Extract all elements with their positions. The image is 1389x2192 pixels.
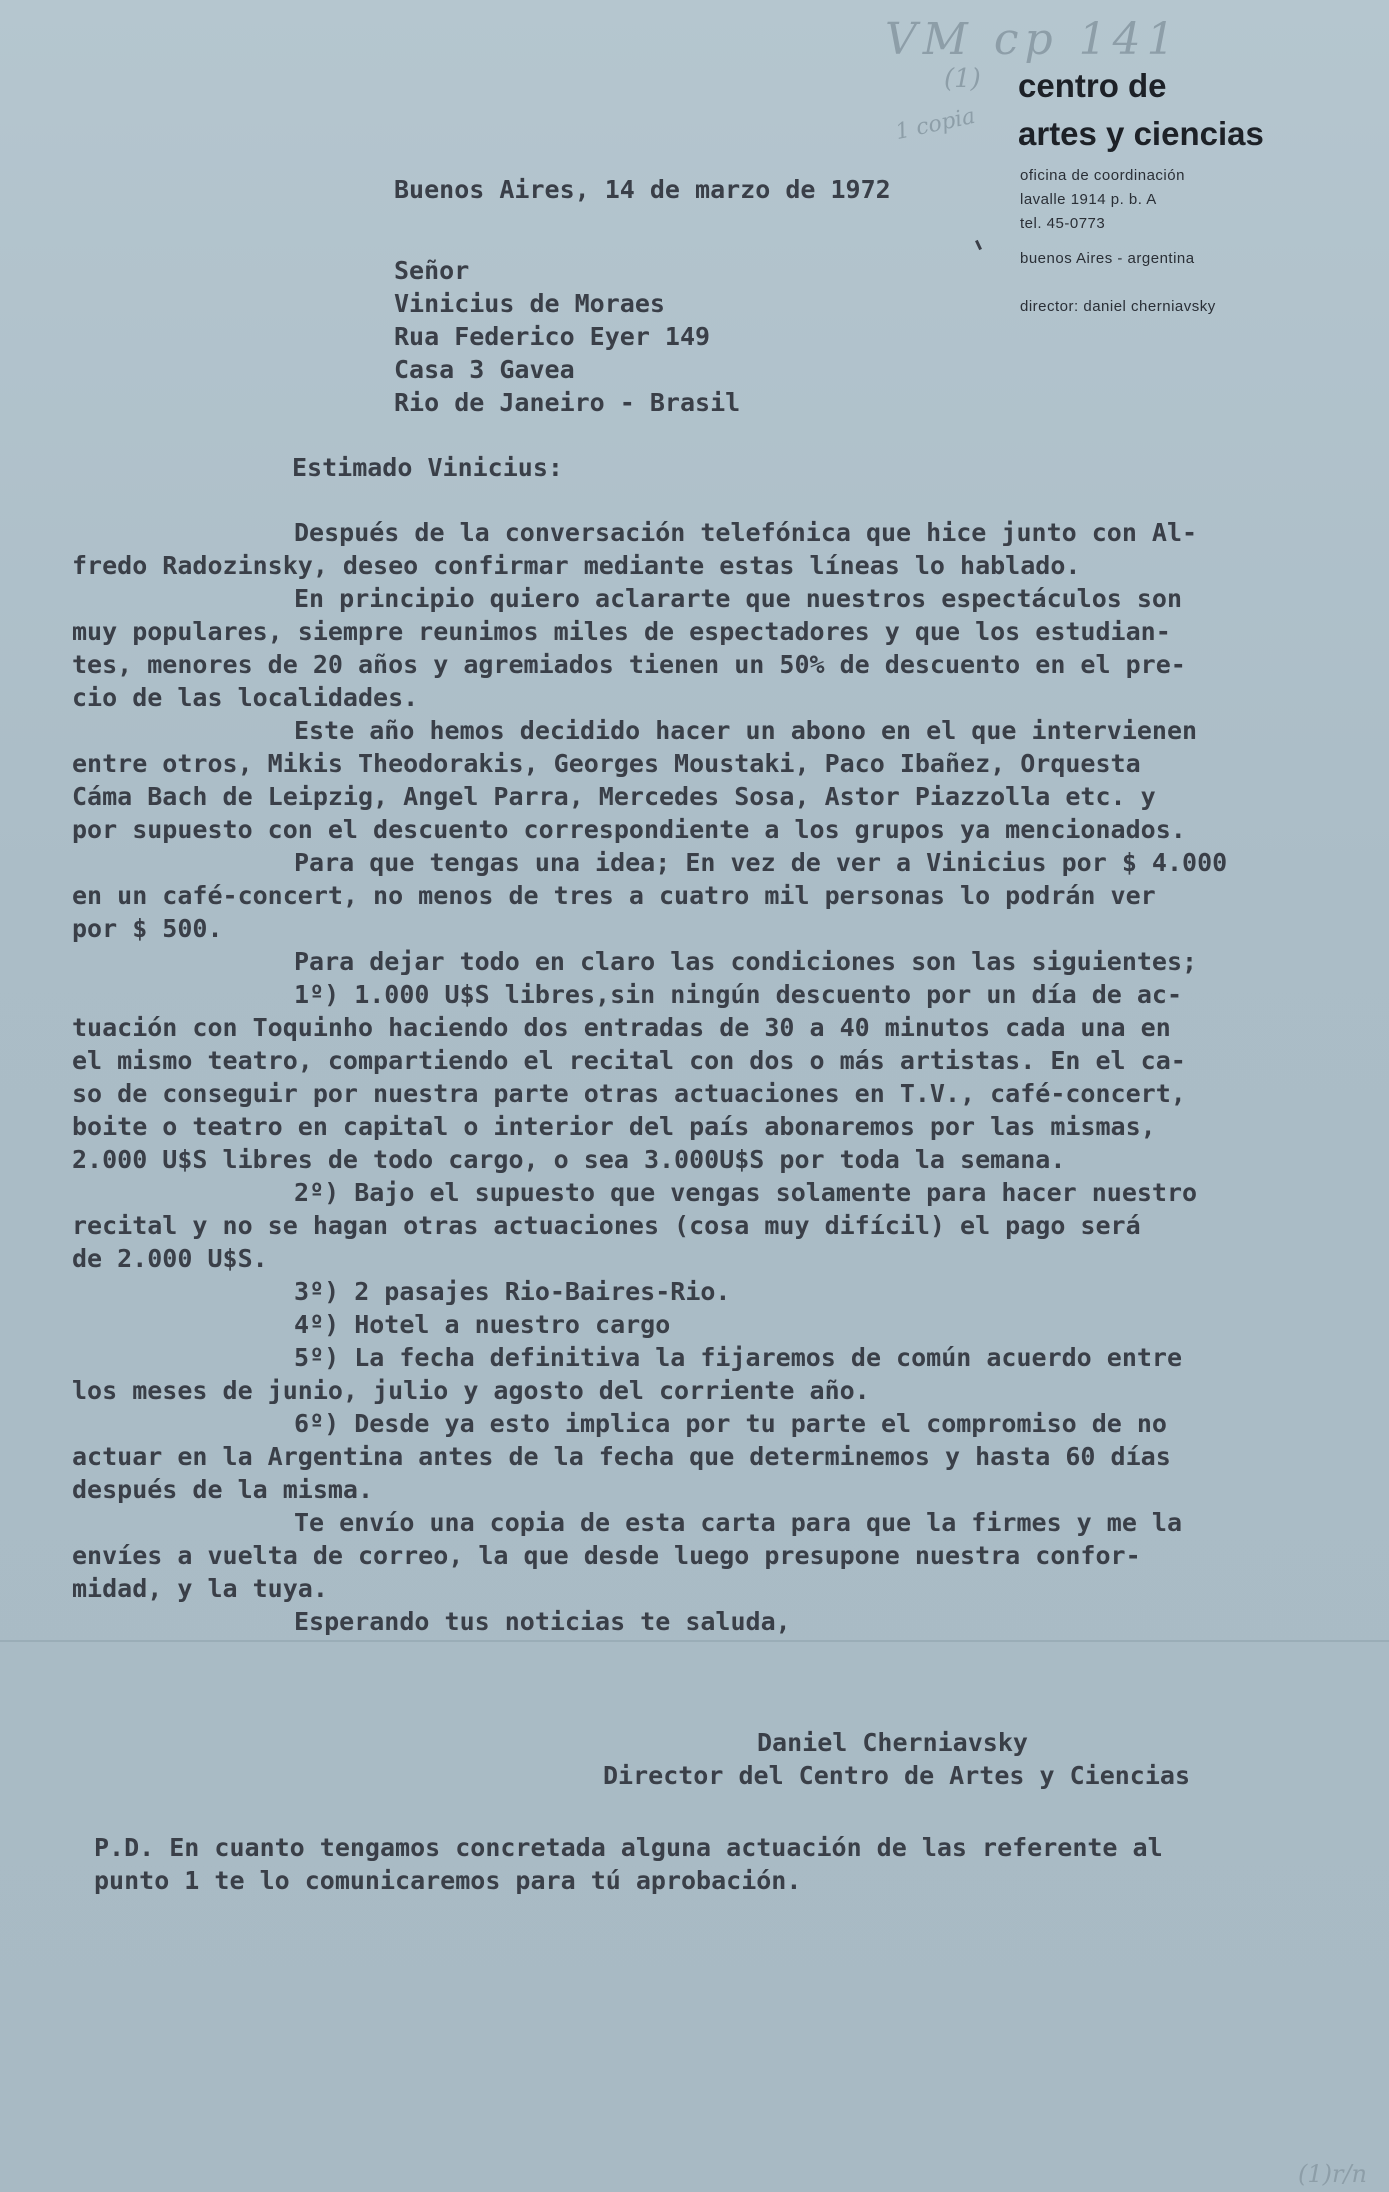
recipient-line: Rio de Janeiro - Brasil (394, 388, 741, 417)
date-line: Buenos Aires, 14 de marzo de 1972 (394, 175, 891, 204)
body-line: midad, y la tuya. (72, 1574, 328, 1603)
body-line: por supuesto con el descuento correspondiente a los grupos ya mencionados. (72, 815, 1186, 844)
body-line: los meses de junio, julio y agosto del corriente año. (72, 1376, 870, 1405)
postscript-line: punto 1 te lo comunicaremos para tú aprobación. (94, 1866, 802, 1895)
letterhead-phone: tel. 45-0773 (1020, 215, 1106, 232)
corner-note: (1)r/n (1298, 2160, 1368, 2188)
archive-number-note: (1) (944, 64, 981, 94)
body-line: tuación con Toquinho haciendo dos entradas de 30 a 40 minutos cada una en (72, 1013, 1171, 1042)
typewriter-mark (975, 240, 982, 250)
body-line: 2.000 U$S libres de todo cargo, o sea 3.000U$S por toda la semana. (72, 1145, 1066, 1174)
body-line: por $ 500. (72, 914, 223, 943)
body-line: Para que tengas una idea; En vez de ver a Vinicius por $ 4.000 (294, 848, 1228, 877)
body-line: después de la misma. (72, 1475, 374, 1504)
body-line: Después de la conversación telefónica que hice junto con Al- (294, 518, 1198, 547)
body-line: muy populares, siempre reunimos miles de espectadores y que los estudian- (72, 617, 1171, 646)
recipient-line: Señor (394, 256, 470, 285)
body-line: 3º) 2 pasajes Rio-Baires-Rio. (294, 1277, 731, 1306)
paper-fold (0, 1640, 1389, 1642)
recipient-line: Vinicius de Moraes (394, 289, 665, 318)
body-line: cio de las localidades. (72, 683, 419, 712)
body-line: en un café-concert, no menos de tres a cuatro mil personas lo podrán ver (72, 881, 1156, 910)
body-line: 1º) 1.000 U$S libres,sin ningún descuento por un día de ac- (294, 980, 1183, 1009)
body-line: 5º) La fecha definitiva la fijaremos de común acuerdo entre (294, 1343, 1183, 1372)
copy-note: 1 copia (893, 103, 978, 146)
body-line: boite o teatro en capital o interior del país abonaremos por las mismas, (72, 1112, 1156, 1141)
body-line: de 2.000 U$S. (72, 1244, 268, 1273)
recipient-line: Casa 3 Gavea (394, 355, 575, 384)
body-line: 6º) Desde ya esto implica por tu parte el compromiso de no (294, 1409, 1167, 1438)
recipient-line: Rua Federico Eyer 149 (394, 322, 711, 351)
body-line: En principio quiero aclararte que nuestros espectáculos son (294, 584, 1183, 613)
body-line: Cáma Bach de Leipzig, Angel Parra, Mercedes Sosa, Astor Piazzolla etc. y (72, 782, 1156, 811)
archive-code-note: VM cp 141 (885, 14, 1181, 65)
org-name-line-1: centro de (1018, 67, 1167, 104)
salutation: Estimado Vinicius: (292, 453, 563, 482)
org-name-line-2: artes y ciencias (1018, 115, 1264, 152)
body-line: so de conseguir por nuestra parte otras actuaciones en T.V., café-concert, (72, 1079, 1186, 1108)
body-line: 4º) Hotel a nuestro cargo (294, 1310, 671, 1339)
closing-line: Esperando tus noticias te saluda, (294, 1607, 791, 1636)
body-line: actuar en la Argentina antes de la fecha que determinemos y hasta 60 días (72, 1442, 1171, 1471)
signature-name: Daniel Cherniavsky (757, 1728, 1028, 1757)
body-line: Para dejar todo en claro las condiciones son las siguientes; (294, 947, 1198, 976)
letterhead-brand (1018, 62, 1264, 158)
letterhead-address: lavalle 1914 p. b. A (1020, 191, 1157, 208)
letterhead-city: buenos Aires - argentina (1020, 250, 1195, 267)
body-line: recital y no se hagan otras actuaciones (cosa muy difícil) el pago será (72, 1211, 1141, 1240)
body-line: entre otros, Mikis Theodorakis, Georges Moustaki, Paco Ibañez, Orquesta (72, 749, 1141, 778)
body-line: fredo Radozinsky, deseo confirmar mediante estas líneas lo hablado. (72, 551, 1081, 580)
body-line: Este año hemos decidido hacer un abono en el que intervienen (294, 716, 1198, 745)
body-line: Te envío una copia de esta carta para que la firmes y me la (294, 1508, 1183, 1537)
body-line: 2º) Bajo el supuesto que vengas solamente para hacer nuestro (294, 1178, 1198, 1207)
body-line: envíes a vuelta de correo, la que desde luego presupone nuestra confor- (72, 1541, 1141, 1570)
body-line: el mismo teatro, compartiendo el recital con dos o más artistas. En el ca- (72, 1046, 1186, 1075)
letterhead-director: director: daniel cherniavsky (1020, 298, 1216, 315)
letterhead-office: oficina de coordinación (1020, 167, 1185, 184)
signature-title: Director del Centro de Artes y Ciencias (603, 1761, 1190, 1790)
postscript-line: P.D. En cuanto tengamos concretada alguna actuación de las referente al (94, 1833, 1163, 1862)
body-line: tes, menores de 20 años y agremiados tienen un 50% de descuento en el pre- (72, 650, 1186, 679)
